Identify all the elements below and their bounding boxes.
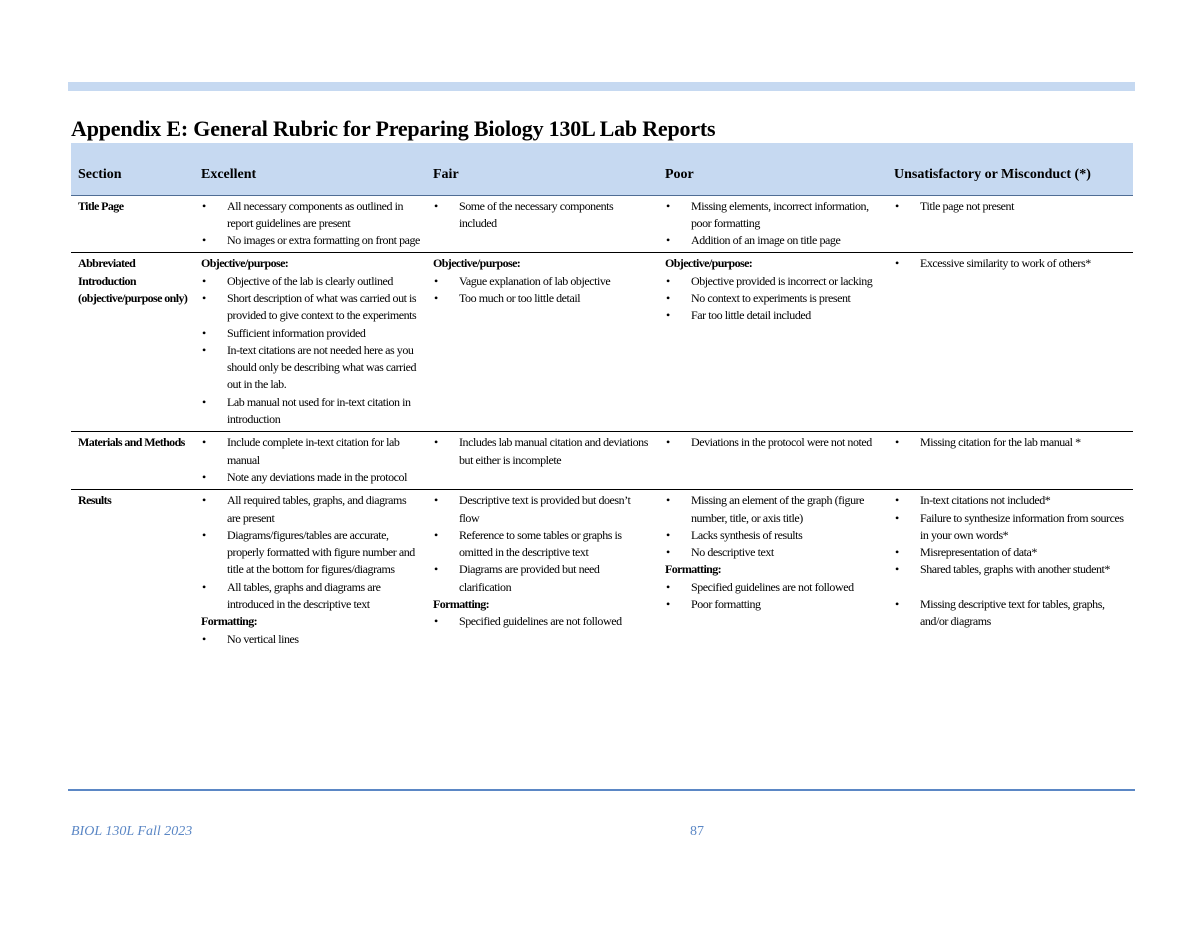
cell-poor: [658, 490, 887, 651]
cell-subheading: Formatting:: [201, 614, 258, 629]
list-item: • In-text citations not included*: [894, 492, 1127, 509]
bullet-list: [665, 198, 881, 250]
bullet-list: [433, 434, 652, 469]
list-item: • Objective provided is incorrect or lacking: [665, 273, 881, 290]
header-fair: Fair: [426, 143, 658, 195]
list-item: • Deviations in the protocol were not noted: [665, 434, 881, 451]
list-item: • Diagrams/figures/tables are accurate, properly formatted with figure number and title at the bottom for figures/diagrams: [201, 527, 420, 579]
list-item: • Shared tables, graphs with another student*: [894, 561, 1127, 578]
cell-fair: [426, 490, 658, 651]
table-header-row: [71, 143, 1133, 195]
bullet-list: [201, 631, 420, 648]
row-section-label: Abbreviated Introduction (objective/purpose only): [71, 253, 194, 432]
list-item: • Failure to synthesize information from sources in your own words*: [894, 510, 1127, 545]
list-item: • Missing descriptive text for tables, graphs, and/or diagrams: [894, 596, 1127, 631]
list-item: • Specified guidelines are not followed: [433, 613, 652, 630]
footer-course: BIOL 130L Fall 2023: [71, 824, 193, 839]
list-item: • Missing citation for the lab manual *: [894, 434, 1127, 451]
list-item: • Lacks synthesis of results: [665, 527, 881, 544]
list-item: • Lab manual not used for in-text citation in introduction: [201, 394, 420, 429]
list-item: • Specified guidelines are not followed: [665, 579, 881, 596]
list-item: • No images or extra formatting on front page: [201, 232, 420, 249]
bullet-list: [894, 255, 1127, 272]
list-item: • All tables, graphs and diagrams are introduced in the descriptive text: [201, 579, 420, 614]
list-item: • Some of the necessary components included: [433, 198, 652, 233]
list-item: • Missing an element of the graph (figure number, title, or axis title): [665, 492, 881, 527]
list-item: • All required tables, graphs, and diagrams are present: [201, 492, 420, 527]
cell-heading: Objective/purpose:: [201, 256, 289, 271]
list-item: • Addition of an image on title page: [665, 232, 881, 249]
bullet-list: [894, 434, 1127, 451]
bullet-list: [665, 579, 881, 614]
header-section: Section: [71, 143, 194, 195]
cell-fair: [426, 432, 658, 490]
list-item: • Too much or too little detail: [433, 290, 652, 307]
bullet-list: [433, 492, 652, 596]
list-item: • Sufficient information provided: [201, 325, 420, 342]
row-section-label: Title Page: [71, 195, 194, 253]
table-row: [71, 253, 1133, 432]
page-number: 87: [690, 824, 704, 839]
cell-excellent: [194, 432, 426, 490]
bullet-list: [201, 198, 420, 250]
cell-excellent: [194, 195, 426, 253]
table-row: [71, 432, 1133, 490]
rubric-table: [71, 143, 1133, 651]
bullet-list: [894, 596, 1127, 631]
cell-subheading: Formatting:: [665, 562, 722, 577]
bullet-list: [201, 434, 420, 486]
cell-heading: Objective/purpose:: [433, 256, 521, 271]
list-item: • Includes lab manual citation and deviations but either is incomplete: [433, 434, 652, 469]
cell-unsatisfactory: [887, 432, 1133, 490]
bullet-list: [201, 273, 420, 429]
table-row: [71, 195, 1133, 253]
cell-poor: [658, 432, 887, 490]
bullet-list: [201, 492, 420, 613]
list-item: • Reference to some tables or graphs is omitted in the descriptive text: [433, 527, 652, 562]
row-section-label: Materials and Methods: [71, 432, 194, 490]
header-excellent: Excellent: [194, 143, 426, 195]
list-item: • Diagrams are provided but need clarification: [433, 561, 652, 596]
cell-poor: [658, 253, 887, 432]
cell-heading: Objective/purpose:: [665, 256, 753, 271]
header-poor: Poor: [658, 143, 887, 195]
list-item: • Note any deviations made in the protocol: [201, 469, 420, 486]
list-item: • In-text citations are not needed here as you should only be describing what was carried out in the lab.: [201, 342, 420, 394]
list-item: • Short description of what was carried out is provided to give context to the experiments: [201, 290, 420, 325]
page-title: Appendix E: General Rubric for Preparing Biology 130L Lab Reports: [71, 116, 716, 141]
list-item: • Include complete in-text citation for lab manual: [201, 434, 420, 469]
bullet-list: [433, 273, 652, 308]
spacer: [894, 579, 1127, 596]
cell-excellent: [194, 253, 426, 432]
bullet-list: [665, 434, 881, 451]
list-item: • No descriptive text: [665, 544, 881, 561]
table-row: [71, 490, 1133, 651]
rubric-body: [71, 195, 1133, 651]
cell-excellent: [194, 490, 426, 651]
list-item: • Excessive similarity to work of others*: [894, 255, 1127, 272]
list-item: • Descriptive text is provided but doesn’t flow: [433, 492, 652, 527]
list-item: • Poor formatting: [665, 596, 881, 613]
bullet-list: [894, 492, 1127, 578]
list-item: • Misrepresentation of data*: [894, 544, 1127, 561]
header-band: [68, 82, 1135, 91]
bullet-list: [665, 492, 881, 561]
cell-unsatisfactory: [887, 195, 1133, 253]
list-item: • Objective of the lab is clearly outlined: [201, 273, 420, 290]
list-item: • Missing elements, incorrect information, poor formatting: [665, 198, 881, 233]
bullet-list: [665, 273, 881, 325]
footer-rule: [68, 789, 1135, 791]
cell-unsatisfactory: [887, 253, 1133, 432]
cell-subheading: Formatting:: [433, 597, 490, 612]
list-item: • All necessary components as outlined in report guidelines are present: [201, 198, 420, 233]
bullet-list: [433, 613, 652, 630]
list-item: • Far too little detail included: [665, 307, 881, 324]
bullet-list: [433, 198, 652, 233]
row-section-label: Results: [78, 493, 112, 508]
list-item: • No context to experiments is present: [665, 290, 881, 307]
cell-fair: [426, 253, 658, 432]
bullet-list: [894, 198, 1127, 215]
cell-unsatisfactory: [887, 490, 1133, 651]
list-item: • No vertical lines: [201, 631, 420, 648]
cell-fair: [426, 195, 658, 253]
list-item: • Title page not present: [894, 198, 1127, 215]
header-unsatisfactory: Unsatisfactory or Misconduct (*): [887, 143, 1133, 195]
cell-poor: [658, 195, 887, 253]
list-item: • Vague explanation of lab objective: [433, 273, 652, 290]
